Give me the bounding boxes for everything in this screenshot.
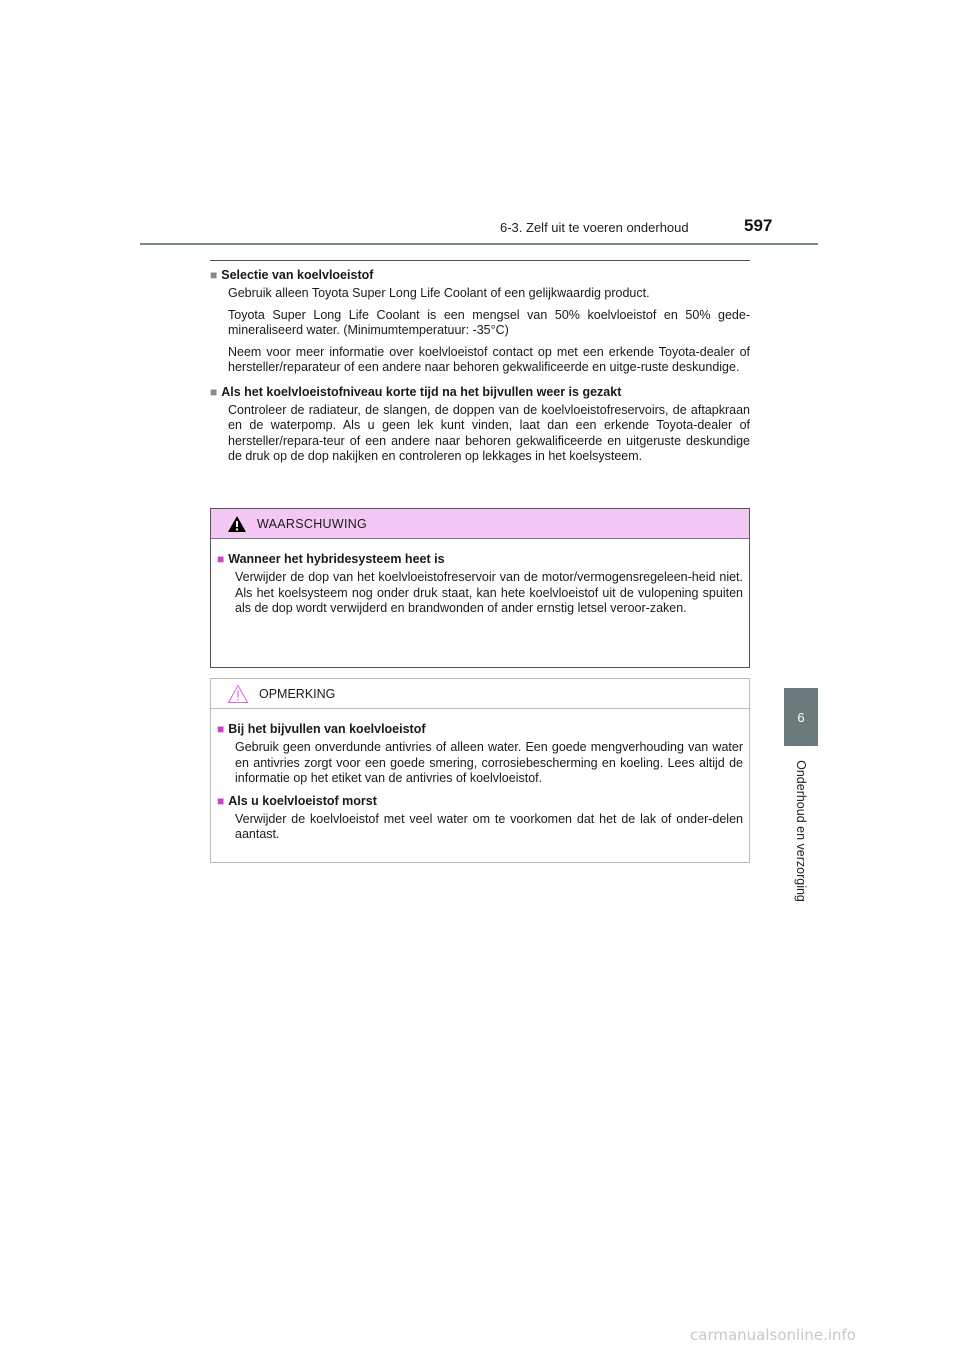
- paragraph: Neem voor meer informatie over koelvloeistof contact op met een erkende Toyota-dealer of hersteller/reparateur of een andere naar behoren gekwalificeerde en uitge-ruste deskundige.: [228, 344, 750, 374]
- section-title-text: Als het koelvloeistofniveau korte tijd na het bijvullen weer is gezakt: [221, 384, 622, 399]
- note-item-text: Gebruik geen onverdunde antivries of alleen water. Een goede mengverhouding van water en antivries zorgt voor een goede smering, corrosiebescherming en koeling. Lees altijd de informatie op het etiket van de antivries of koelvloeistof.: [235, 740, 743, 785]
- square-bullet-icon: ■: [210, 268, 218, 282]
- watermark: carmanualsonline.info: [690, 1326, 856, 1344]
- warning-box: [210, 508, 750, 668]
- warning-label: WAARSCHUWING: [257, 516, 368, 531]
- chapter-tab: [784, 688, 818, 746]
- square-bullet-icon: ■: [217, 722, 225, 736]
- paragraph: Toyota Super Long Life Coolant is een mengsel van 50% koelvloeistof en 50% gede-mineraliseerd water. (Minimumtemperatuur: -35°C): [228, 307, 750, 337]
- note-item-title-text: Als u koelvloeistof morst: [228, 793, 377, 808]
- chapter-number: 6: [797, 709, 805, 725]
- note-box: [210, 678, 750, 863]
- square-bullet-icon: ■: [217, 552, 225, 566]
- note-item: [217, 721, 743, 787]
- note-item-title: [217, 793, 743, 809]
- warning-text: Verwijder de dop van het koelvloeistofreservoir van de motor/vermogensregeleen-heid niet. Als het koelsysteem nog onder druk staat, kan hete koelvloeistof uit de vulopening spuiten als de dop wordt verwijderd en brandwonden of ander ernstig letsel veroor-zaken.: [235, 570, 743, 615]
- section-coolant-selection: [210, 267, 750, 376]
- square-bullet-icon: ■: [210, 384, 218, 399]
- section-coolant-level-drop: [210, 384, 750, 465]
- note-item-title-text: Bij het bijvullen van koelvloeistof: [228, 722, 426, 736]
- paragraph: Gebruik alleen Toyota Super Long Life Coolant of een gelijkwaardig product.: [228, 286, 650, 300]
- paragraph: Controleer de radiateur, de slangen, de doppen van de koelvloeistofreservoirs, de aftapkraan en de waterpomp. Als u geen lek kunt vinden, laat dan een erkende Toyota-dealer of hersteller/repara-teur of een andere naar behoren gekwalificeerde en uitgeruste deskundige de druk op de dop nakijken en controleren op lekkages in het koelsysteem.: [228, 402, 750, 463]
- header-section-title: 6-3. Zelf uit te voeren onderhoud: [500, 220, 689, 235]
- warning-triangle-icon: [227, 515, 247, 533]
- note-item: [217, 793, 743, 843]
- section-title: [210, 267, 750, 283]
- chapter-side-label: [784, 756, 818, 906]
- warning-title: [217, 551, 743, 567]
- note-header: [211, 679, 749, 709]
- note-item-text: Verwijder de koelvloeistof met veel water om te voorkomen dat het de lak of onder-delen aantast.: [235, 811, 743, 841]
- section-title: [210, 384, 750, 400]
- square-bullet-icon: ■: [217, 793, 225, 808]
- warning-title-text: Wanneer het hybridesysteem heet is: [228, 552, 445, 566]
- note-label: OPMERKING: [259, 686, 336, 701]
- note-item-title: [217, 721, 743, 737]
- note-body: [211, 709, 749, 843]
- warning-body: [211, 539, 749, 617]
- chapter-title: Onderhoud en verzorging: [794, 760, 809, 902]
- caution-triangle-icon: [227, 684, 249, 704]
- main-content: [210, 260, 750, 473]
- warning-header: [211, 509, 749, 539]
- page-number: 597: [744, 216, 773, 235]
- section-title-text: Selectie van koelvloeistof: [221, 268, 374, 282]
- header-rule: [140, 243, 818, 245]
